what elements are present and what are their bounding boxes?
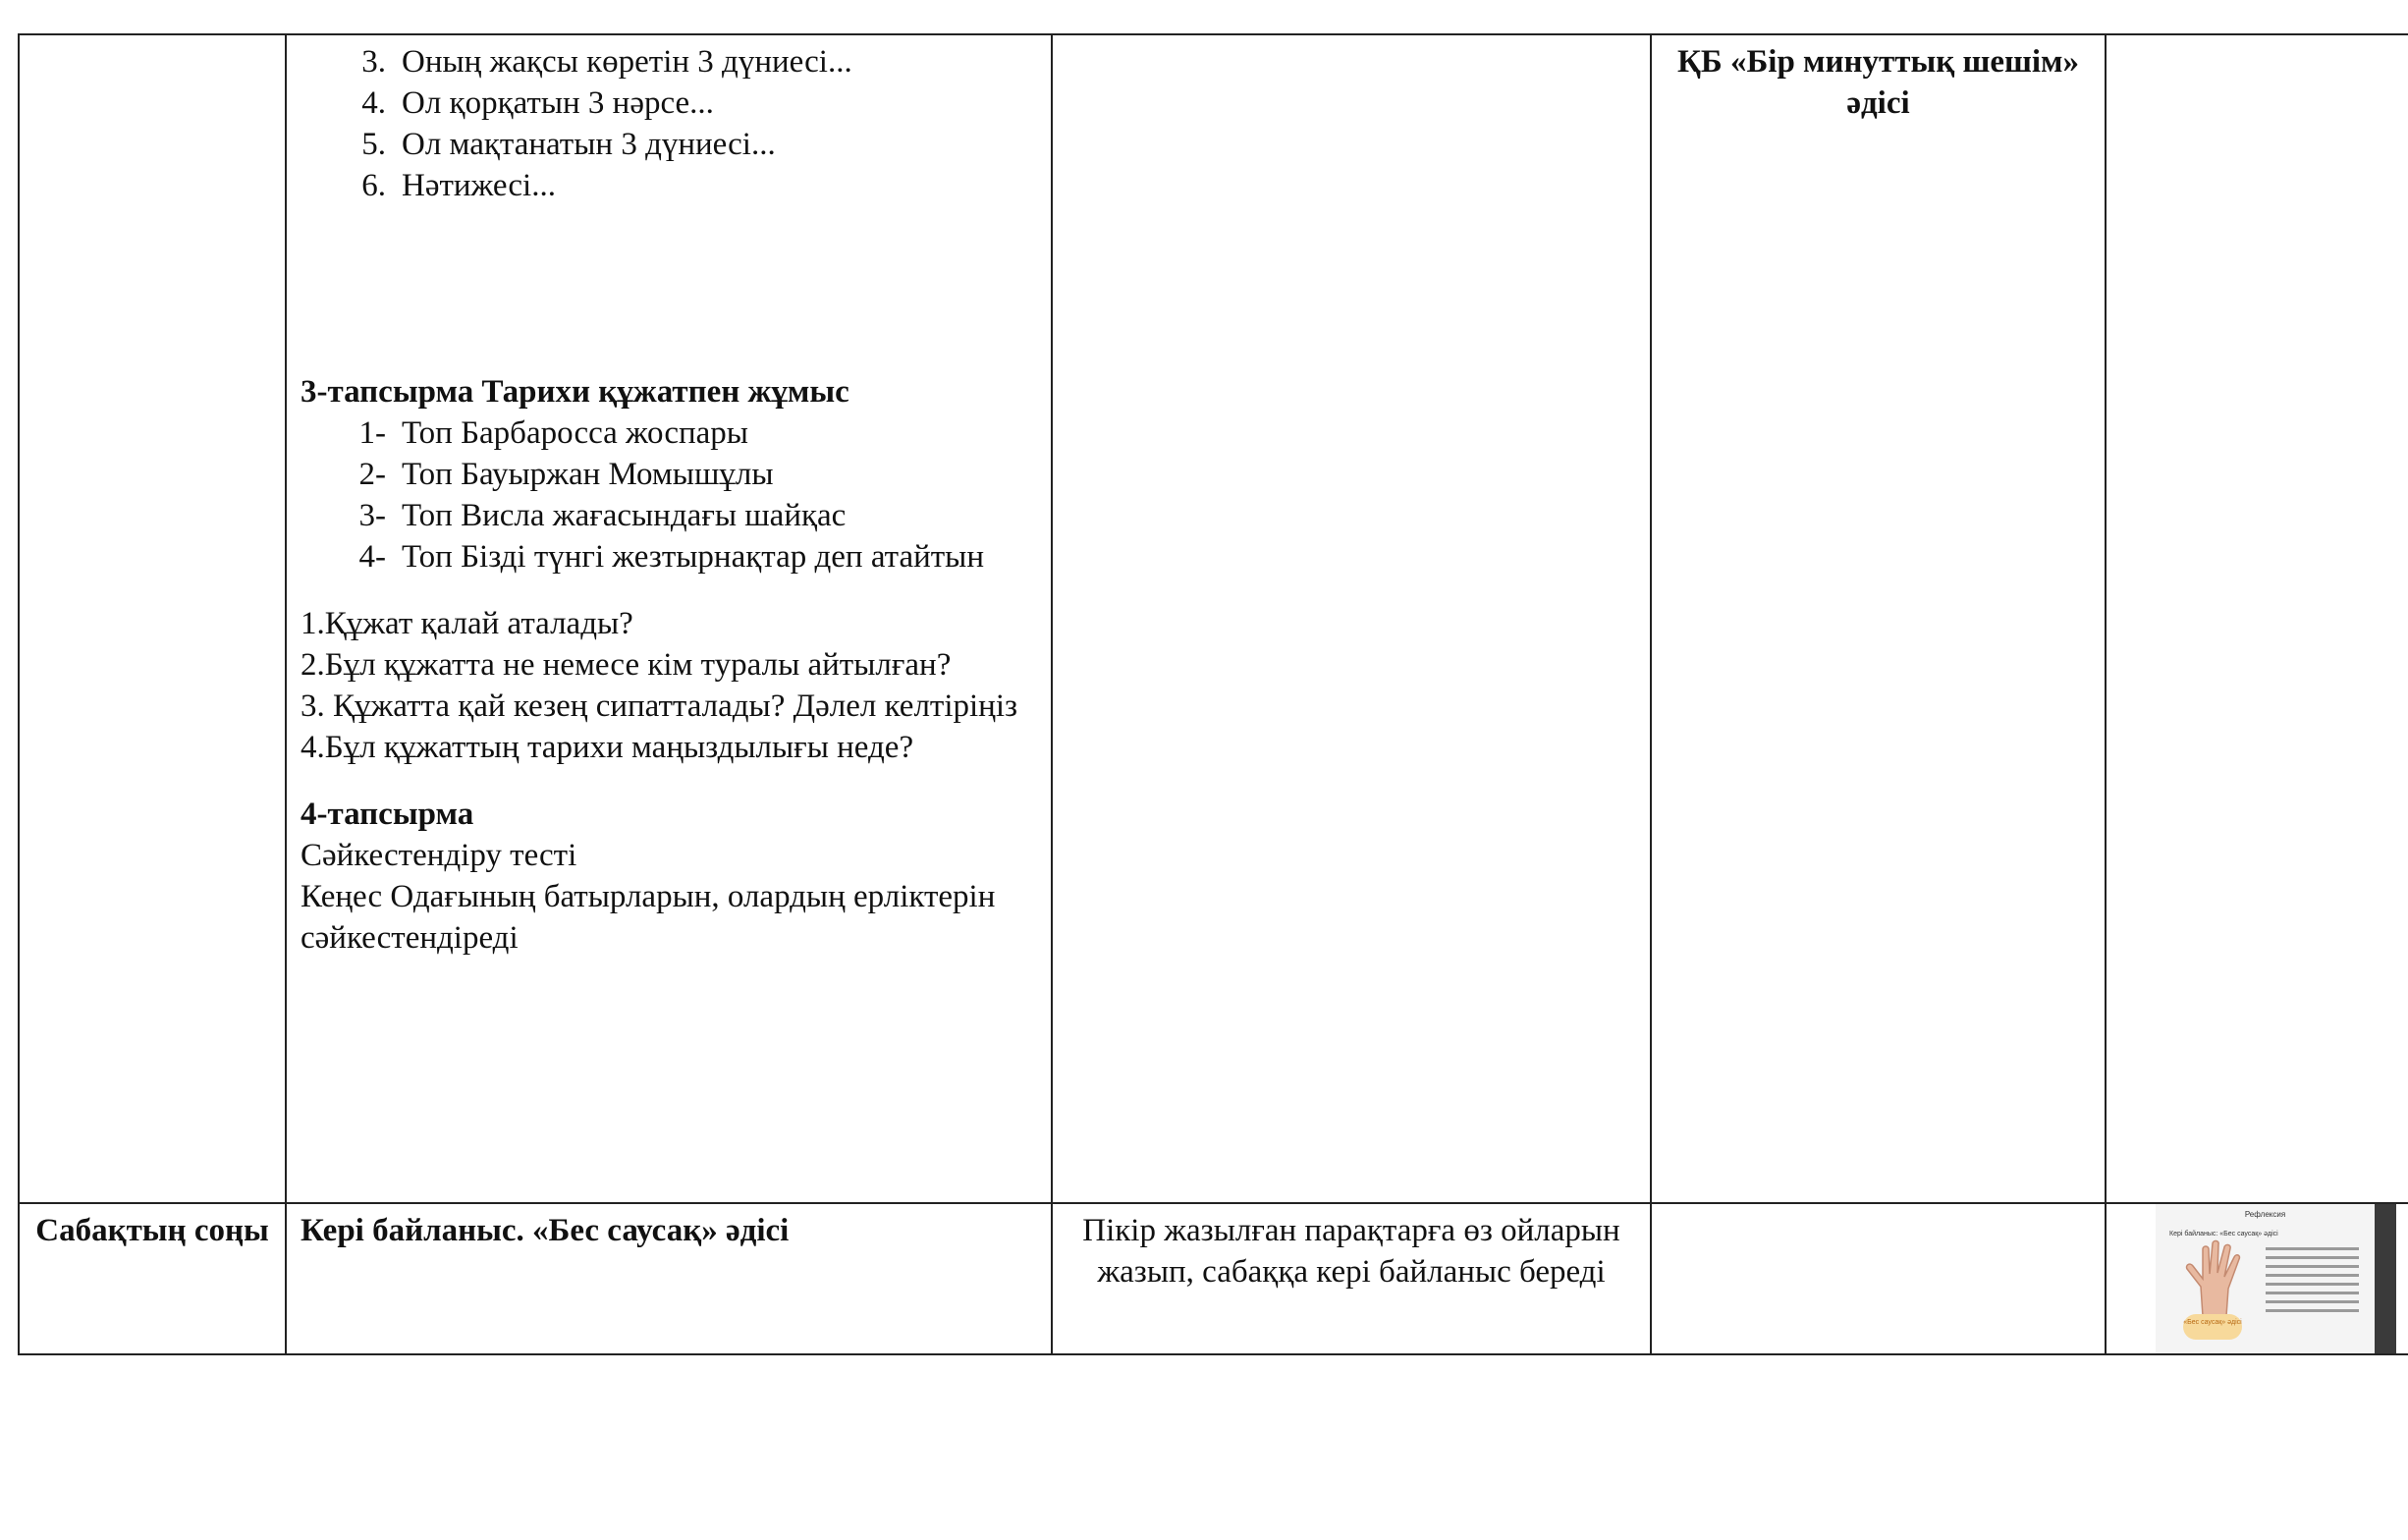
assessment-cell [1651,34,2106,1203]
question-text: 3. Құжатта қай кезең сипатталады? Дәлел келтіріңіз [301,688,1018,724]
table-row [19,1203,2408,1354]
stage-cell [19,1203,286,1354]
list-item: 3- Топ Висла жағасындағы шайқас [358,498,847,533]
question-text: 1.Құжат қалай аталады? [301,606,633,641]
list-item: 4. Ол қорқатын 3 нәрсе... [361,85,714,121]
slide-text-lines [2266,1247,2359,1318]
student-activity-cell [1052,1203,1651,1354]
students-text: Пікір жазылған парақтарға өз ойларын жазып, сабаққа кері байланыс береді [1082,1213,1620,1290]
stage-cell [19,34,286,1203]
list-item: 1- Топ Барбаросса жоспары [358,415,748,451]
assessment-cell [1651,1203,2106,1354]
resources-cell [2106,34,2408,1203]
list-item: 3. Оның жақсы көретін 3 дүниесі... [361,44,852,80]
task3-heading: 3-тапсырма Тарихи құжатпен жұмыс [301,374,849,410]
assessment-text: ҚБ «Бір минуттық шешім» әдісі [1676,44,2080,121]
lesson-plan-table [18,33,2408,1355]
activity-label: Кері байланыс. «Бес саусақ» әдісі [301,1213,790,1248]
list-item: 4- Топ Бізді түнгі жезтырнақтар деп атайтын [358,539,985,575]
hand-icon [2173,1239,2262,1318]
question-text: 2.Бұл құжатта не немесе кім туралы айтылған? [301,647,952,683]
table-row [19,34,2408,1203]
numbered-list [301,41,1037,206]
resources-cell [2106,1203,2408,1354]
reflection-slide-thumbnail: Рефлексия Кері байланыс: «Бес саусақ» әдісі «Бес саусақ» әдісі [2156,1204,2396,1353]
student-activity-cell [1052,34,1651,1203]
stage-label: Сабақтың соңы [35,1213,269,1248]
question-text: 4.Бұл құжаттың тарихи маңыздылығы неде? [301,730,914,765]
list-item: 5. Ол мақтанатын 3 дүниесі... [361,127,776,162]
teacher-activity-cell [286,1203,1052,1354]
group-list [301,412,1037,578]
teacher-activity-cell [286,34,1052,1203]
task4-text: Кеңес Одағының батырларын, олардың ерліктерін сәйкестендіреді [301,879,996,956]
list-item: 2- Топ Бауыржан Момышұлы [358,457,774,492]
task4-text: Сәйкестендіру тесті [301,838,577,873]
task4-heading: 4-тапсырма [301,797,474,832]
list-item: 6. Нәтижесі... [361,168,556,203]
